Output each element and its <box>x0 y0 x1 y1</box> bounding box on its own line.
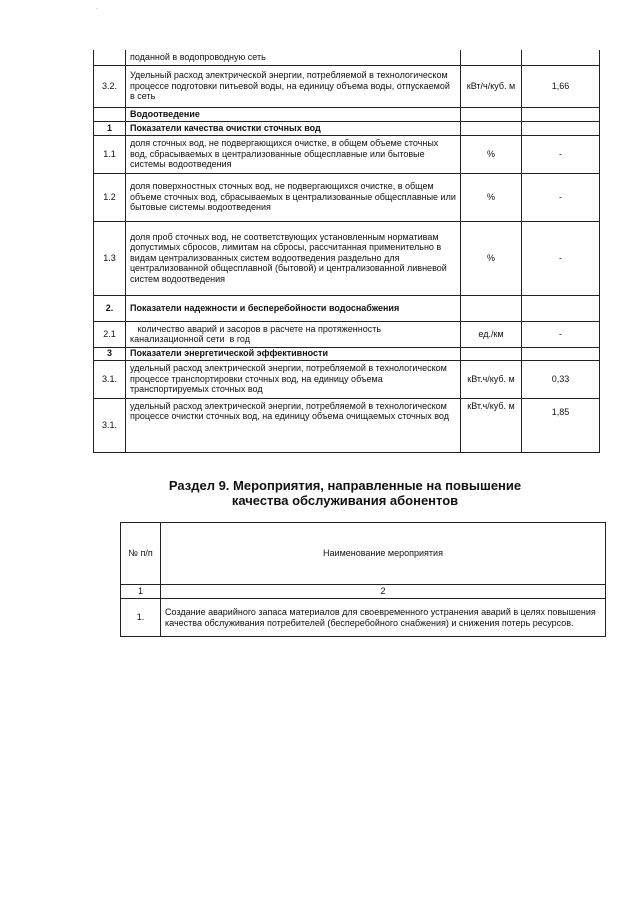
row-unit <box>461 295 522 321</box>
row-value <box>522 50 600 65</box>
row-unit: кВт/ч/куб. м <box>461 65 522 107</box>
row-unit: кВт.ч/куб. м <box>461 398 522 452</box>
row-value <box>522 347 600 360</box>
row-unit: кВт.ч/куб. м <box>461 360 522 398</box>
row-value: 1,85 <box>522 398 600 452</box>
table-row <box>94 347 600 360</box>
row-number: 2. <box>94 295 126 321</box>
table-row <box>94 295 600 321</box>
row-number: 2.1 <box>94 321 126 347</box>
row-number: 3 <box>94 347 126 360</box>
section-heading: Водоотведение <box>126 107 461 121</box>
row-description: поданной в водопроводную сеть <box>126 50 461 65</box>
row-number <box>94 107 126 121</box>
group-heading: Показатели надежности и бесперебойности водоснабжения <box>126 295 461 321</box>
row-description: удельный расход электрической энергии, потребляемой в технологическом процессе очистки сточных вод, на единицу объема очищаемых сточных вод <box>126 398 461 452</box>
row-number: 1.1 <box>94 135 126 173</box>
row-value: 1,66 <box>522 65 600 107</box>
table-row <box>94 50 600 65</box>
row-description: Удельный расход электрической энергии, потребляемой в технологическом процессе подготовки питьевой воды, на единицу объема воды, отпускаемой в сеть <box>126 65 461 107</box>
header-name: Наименование мероприятия <box>161 523 606 585</box>
group-heading: Показатели качества очистки сточных вод <box>126 121 461 135</box>
row-unit: % <box>461 173 522 221</box>
row-value <box>522 295 600 321</box>
row-unit <box>461 347 522 360</box>
table-row <box>94 321 600 347</box>
row-description: доля поверхностных сточных вод, не подвергающихся очистке, в общем объеме сточных вод, сбрасываемых в централизованные общесплавные или бытовые системы водоотведения <box>126 173 461 221</box>
section-title-line2: качества обслуживания абонентов <box>231 493 459 508</box>
table-row <box>94 398 600 452</box>
table-row <box>94 221 600 295</box>
row-description: доля сточных вод, не подвергающихся очистке, в общем объеме сточных вод, сбрасываемых в централизованные общесплавные или бытовые системы водоотведения <box>126 135 461 173</box>
group-heading: Показатели энергетической эффективности <box>126 347 461 360</box>
table-row <box>121 599 606 637</box>
row-number: 3.2. <box>94 65 126 107</box>
row-unit: ед./км <box>461 321 522 347</box>
row-value: - <box>522 173 600 221</box>
row-description: Создание аварийного запаса материалов для своевременного устранения аварий в целях повышения качества обслуживания потребителей (бесперебойного снабжения) и снижения потерь ресурсов. <box>161 599 606 637</box>
measures-table <box>120 522 606 637</box>
row-value <box>522 107 600 121</box>
row-value <box>522 121 600 135</box>
table-row <box>94 121 600 135</box>
header-number: № п/п <box>121 523 161 585</box>
row-unit <box>461 50 522 65</box>
row-value: - <box>522 221 600 295</box>
row-number: 1.3 <box>94 221 126 295</box>
section-title <box>140 478 550 508</box>
section-title-line1: Раздел 9. Мероприятия, направленные на повышение <box>168 478 522 493</box>
row-value: - <box>522 321 600 347</box>
row-unit: % <box>461 221 522 295</box>
table-header-row <box>121 523 606 585</box>
row-description: количество аварий и засоров в расчете на протяженность канализационной сети в год <box>126 321 461 347</box>
row-value: 0,33 <box>522 360 600 398</box>
row-value: - <box>522 135 600 173</box>
row-number <box>94 50 126 65</box>
table-row <box>94 173 600 221</box>
scan-artifact <box>96 8 98 9</box>
row-description: доля проб сточных вод, не соответствующих установленным нормативам допустимых сбросов, лимитам на сбросы, рассчитанная применительно в видам централизованных систем водоотведения раздельно для централизованной общесплавной (бытовой) и централизованной ливневой систем водоотведения <box>126 221 461 295</box>
index-number: 1 <box>121 585 161 599</box>
row-number: 1. <box>121 599 161 637</box>
table-row <box>94 65 600 107</box>
row-number: 3.1. <box>94 360 126 398</box>
table-index-row <box>121 585 606 599</box>
row-unit <box>461 121 522 135</box>
row-number: 3.1. <box>94 398 126 452</box>
row-description: удельный расход электрической энергии, потребляемой в технологическом процессе транспортировки сточных вод, на единицу объема транспортируемых сточных вод <box>126 360 461 398</box>
row-unit: % <box>461 135 522 173</box>
table-row <box>94 135 600 173</box>
table-row <box>94 360 600 398</box>
row-number: 1 <box>94 121 126 135</box>
indicators-table <box>93 50 600 453</box>
index-name: 2 <box>161 585 606 599</box>
row-unit <box>461 107 522 121</box>
table-row <box>94 107 600 121</box>
row-number: 1.2 <box>94 173 126 221</box>
